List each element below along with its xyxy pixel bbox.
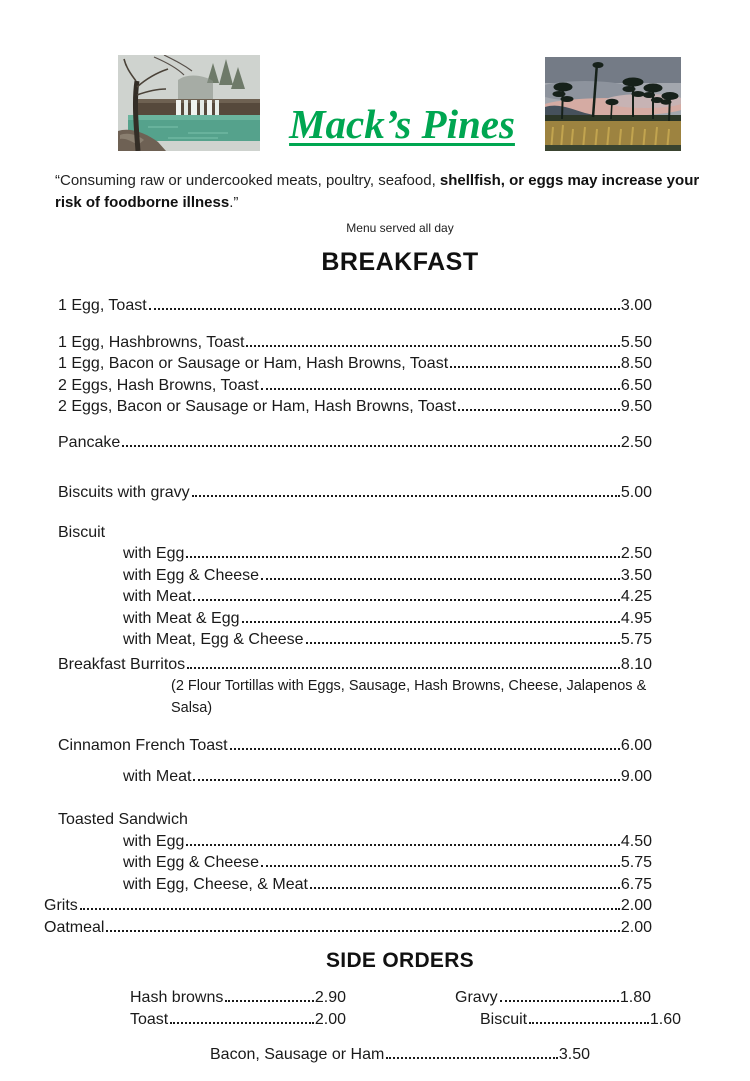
item-label: (2 Flour Tortillas with Eggs, Sausage, Hash Browns, Cheese, Jalapenos & Salsa)	[171, 678, 647, 716]
dot-leader	[261, 865, 620, 867]
item-label: with Meat, Egg & Cheese	[123, 631, 304, 648]
disclaimer-suffix: .”	[229, 194, 239, 211]
item-label: with Meat	[123, 767, 192, 785]
item-label: Toasted Sandwich	[58, 811, 188, 828]
item-price: 8.50	[620, 355, 652, 372]
item-label: Cinnamon French Toast	[58, 737, 228, 754]
item-price: 1.60	[649, 1011, 681, 1028]
side-orders-bottom-item	[210, 1044, 590, 1066]
item-price: 3.00	[620, 297, 652, 314]
menu-item	[44, 586, 652, 608]
menu-group-header	[44, 522, 652, 544]
item-price: 3.50	[558, 1046, 590, 1063]
menu-item-note	[44, 676, 652, 719]
side-order-item	[480, 1009, 681, 1031]
item-price: 2.00	[314, 1011, 346, 1028]
item-label: Pancake	[58, 433, 121, 451]
dot-leader	[193, 779, 619, 781]
menu-item	[44, 608, 652, 630]
menu-item	[44, 295, 652, 317]
item-label: 1 Egg, Toast	[58, 297, 147, 314]
item-label: with Meat	[123, 588, 192, 605]
side-orders-section	[0, 948, 750, 1066]
item-label: 1 Egg, Hashbrowns, Toast	[58, 333, 245, 351]
menu-item	[44, 766, 652, 788]
breakfast-heading: BREAKFAST	[321, 248, 479, 276]
item-price: 6.50	[620, 376, 652, 394]
menu-item	[44, 831, 652, 853]
item-label: Biscuits with gravy	[58, 484, 190, 501]
side-orders-left-column	[130, 987, 346, 1031]
side-orders-heading: SIDE ORDERS	[326, 949, 474, 972]
dot-leader	[450, 366, 620, 368]
item-label: Breakfast Burritos	[58, 655, 186, 673]
item-label: Grits	[44, 897, 78, 914]
menu-item	[44, 874, 652, 896]
item-label: with Egg, Cheese, & Meat	[123, 875, 308, 893]
item-label: with Egg	[123, 545, 185, 562]
disclaimer-prefix: “Consuming raw or undercooked meats, poultry, seafood,	[55, 172, 440, 189]
item-price: 3.50	[620, 566, 652, 584]
menu-list	[44, 295, 652, 938]
item-price: 5.00	[620, 484, 652, 501]
dot-leader	[261, 578, 620, 580]
dot-leader	[122, 445, 620, 447]
menu-item	[44, 543, 652, 565]
item-price: 6.75	[620, 875, 652, 893]
menu-item	[44, 654, 652, 676]
item-price: 8.10	[620, 655, 652, 673]
item-label: with Egg & Cheese	[123, 566, 260, 584]
menu-item	[44, 852, 652, 874]
item-price: 9.50	[620, 398, 652, 415]
item-label: 2 Eggs, Bacon or Sausage or Ham, Hash Browns, Toast	[58, 398, 457, 415]
dot-leader	[386, 1057, 558, 1059]
item-label: Biscuit	[58, 523, 106, 541]
item-price: 5.75	[620, 631, 652, 648]
side-orders-columns	[0, 987, 750, 1031]
dot-leader	[230, 748, 620, 750]
item-price: 2.50	[620, 545, 652, 562]
item-price: 9.00	[620, 767, 652, 785]
item-label: 2 Eggs, Hash Browns, Toast	[58, 376, 259, 394]
side-order-item	[455, 987, 651, 1009]
dot-leader	[186, 844, 619, 846]
dot-leader	[458, 409, 620, 411]
pines-photo	[545, 57, 681, 151]
dot-leader	[306, 642, 620, 644]
menu-item	[44, 629, 652, 651]
item-label: 1 Egg, Bacon or Sausage or Ham, Hash Browns, Toast	[58, 355, 449, 372]
dot-leader	[261, 388, 620, 390]
dot-leader	[529, 1022, 649, 1024]
item-label: Hash browns	[130, 989, 224, 1006]
item-price: 4.25	[620, 588, 652, 605]
menu-item	[44, 482, 652, 504]
menu-item	[44, 375, 652, 397]
item-price: 2.50	[620, 433, 652, 451]
brand-title: Mack’s Pines	[289, 101, 515, 147]
waterfall-photo	[118, 55, 260, 151]
dot-leader	[149, 308, 620, 310]
dot-leader	[106, 930, 619, 932]
dot-leader	[186, 556, 619, 558]
side-orders-right-column	[455, 987, 681, 1031]
dot-leader	[500, 1000, 619, 1002]
item-label: Bacon, Sausage or Ham	[210, 1046, 385, 1063]
item-label: Oatmeal	[44, 918, 105, 936]
item-label: with Egg	[123, 832, 185, 850]
dot-leader	[310, 887, 620, 889]
item-price: 5.50	[620, 333, 652, 351]
served-all-day-notice: Menu served all day	[346, 221, 454, 235]
dot-leader	[192, 495, 620, 497]
menu-item	[44, 565, 652, 587]
item-price: 2.00	[620, 897, 652, 914]
menu-item	[44, 917, 652, 939]
item-price: 6.00	[620, 737, 652, 754]
item-label: Gravy	[455, 989, 498, 1006]
item-label: with Meat & Egg	[123, 609, 240, 627]
dot-leader	[193, 599, 619, 601]
dot-leader	[242, 621, 620, 623]
dot-leader	[80, 908, 620, 910]
dot-leader	[187, 667, 620, 669]
menu-item	[44, 432, 652, 454]
item-label: Biscuit	[480, 1011, 528, 1028]
dot-leader	[246, 345, 619, 347]
dot-leader	[170, 1022, 314, 1024]
disclaimer-bold: shellfish, or eggs may increase your risk of foodborne illness	[55, 172, 700, 211]
menu-group-header	[44, 809, 652, 831]
item-label: with Egg & Cheese	[123, 854, 260, 871]
item-label: Toast	[130, 1011, 169, 1028]
header	[0, 0, 750, 160]
item-price: 4.95	[620, 609, 652, 627]
item-price: 1.80	[619, 989, 651, 1006]
side-order-item	[130, 1009, 346, 1031]
menu-item	[44, 895, 652, 917]
menu-item	[44, 735, 652, 757]
menu-item	[44, 353, 652, 375]
side-order-item	[130, 987, 346, 1009]
disclaimer	[55, 170, 700, 214]
item-price: 2.90	[314, 989, 346, 1006]
item-price: 4.50	[620, 832, 652, 850]
item-price: 2.00	[620, 918, 652, 936]
dot-leader	[225, 1000, 313, 1002]
menu-item	[44, 332, 652, 354]
item-price: 5.75	[620, 854, 652, 871]
menu-item	[44, 396, 652, 418]
